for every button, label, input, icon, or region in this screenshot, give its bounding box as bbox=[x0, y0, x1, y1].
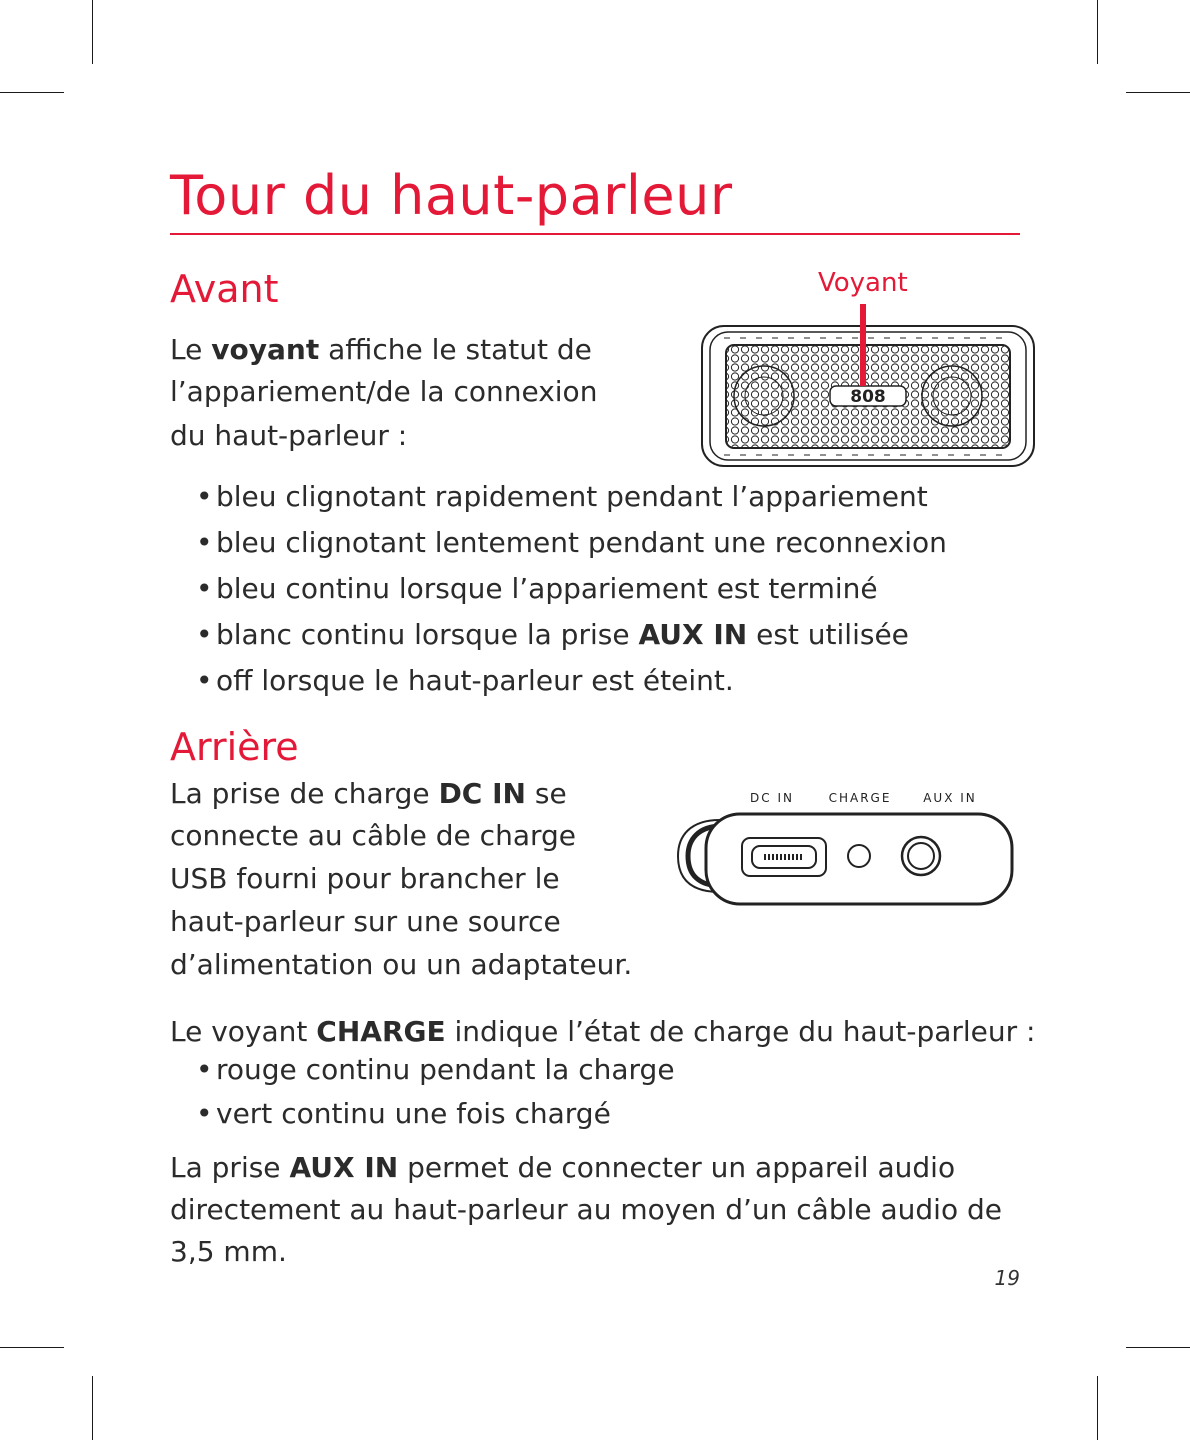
dc-in-port-label: DC IN bbox=[750, 791, 794, 805]
crop-mark bbox=[0, 1347, 64, 1348]
text-fragment: La prise de charge bbox=[170, 777, 430, 810]
voyant-callout-label: Voyant bbox=[818, 268, 908, 298]
front-status-list bbox=[196, 474, 947, 704]
title-rule bbox=[170, 233, 1020, 235]
bold-term: AUX IN bbox=[638, 618, 748, 651]
crop-mark bbox=[1126, 1347, 1190, 1348]
page-title: Tour du haut-parleur bbox=[170, 164, 733, 227]
front-intro-line1 bbox=[170, 328, 592, 371]
front-intro-line2: l’appariement/de la connexion bbox=[170, 375, 598, 408]
crop-mark bbox=[1126, 92, 1190, 93]
section-heading-front: Avant bbox=[170, 267, 279, 311]
text-fragment: permet de connecter un appareil audio bbox=[407, 1151, 956, 1184]
list-item: • vert continu une fois chargé bbox=[196, 1092, 675, 1136]
back-line3: USB fourni pour brancher le bbox=[170, 862, 560, 895]
text-fragment: affiche le statut de bbox=[328, 333, 592, 366]
crop-mark bbox=[0, 92, 64, 93]
text-fragment: blanc continu lorsque la prise bbox=[216, 618, 630, 651]
charge-status-list bbox=[196, 1048, 675, 1136]
text-fragment: La prise bbox=[170, 1151, 281, 1184]
crop-mark bbox=[1097, 1376, 1098, 1440]
back-line5: d’alimentation ou un adaptateur. bbox=[170, 948, 633, 981]
text-fragment: Le voyant bbox=[170, 1015, 308, 1048]
section-heading-back: Arrière bbox=[170, 725, 299, 769]
crop-mark bbox=[1097, 0, 1098, 64]
list-item bbox=[196, 612, 947, 658]
text-fragment: se bbox=[534, 777, 567, 810]
back-line1 bbox=[170, 772, 567, 815]
crop-mark bbox=[92, 1376, 93, 1440]
bold-term: voyant bbox=[211, 333, 320, 366]
speaker-front-illustration bbox=[700, 300, 1036, 470]
text-fragment: Le bbox=[170, 333, 203, 366]
page-number: 19 bbox=[994, 1266, 1020, 1290]
bold-term: DC IN bbox=[438, 777, 526, 810]
back-line4: haut-parleur sur une source bbox=[170, 905, 561, 938]
back-line2: connecte au câble de charge bbox=[170, 819, 576, 852]
charge-intro bbox=[170, 1010, 1036, 1053]
text-fragment: est utilisée bbox=[756, 618, 909, 651]
bold-term: AUX IN bbox=[289, 1151, 399, 1184]
text-fragment: indique l’état de charge du haut-parleur : bbox=[454, 1015, 1036, 1048]
aux-text-line1 bbox=[170, 1146, 955, 1189]
aux-in-port-label: AUX IN bbox=[923, 791, 977, 805]
speaker-back-illustration bbox=[676, 786, 1016, 910]
speaker-logo: 808 bbox=[850, 387, 886, 407]
list-item: • bleu clignotant lentement pendant une reconnexion bbox=[196, 520, 947, 566]
aux-text-line3: 3,5 mm. bbox=[170, 1235, 287, 1268]
list-item: • rouge continu pendant la charge bbox=[196, 1048, 675, 1092]
list-item: • bleu continu lorsque l’appariement est terminé bbox=[196, 566, 947, 612]
crop-mark bbox=[92, 0, 93, 64]
front-intro-line3: du haut-parleur : bbox=[170, 419, 408, 452]
list-item: • bleu clignotant rapidement pendant l’appariement bbox=[196, 474, 947, 520]
voyant-pointer bbox=[860, 304, 866, 386]
bold-term: CHARGE bbox=[316, 1015, 446, 1048]
charge-label: CHARGE bbox=[828, 791, 892, 805]
aux-text-line2: directement au haut-parleur au moyen d’un câble audio de bbox=[170, 1193, 1002, 1226]
list-item: • off lorsque le haut-parleur est éteint. bbox=[196, 658, 947, 704]
